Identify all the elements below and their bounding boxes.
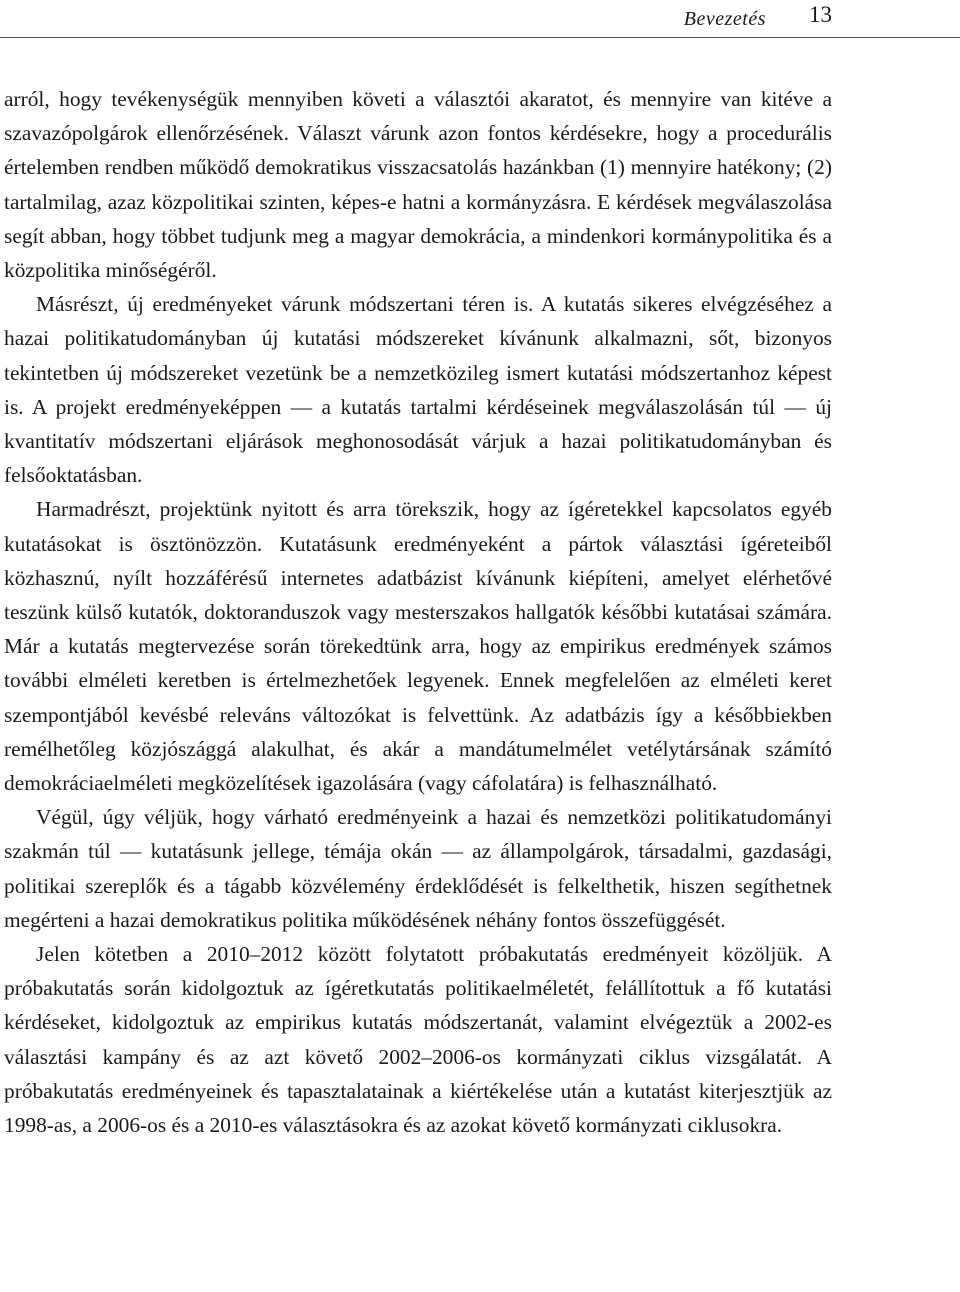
body-text: [4, 82, 832, 1142]
paragraph-5: Jelen kötetben a 2010–2012 között folytatott próbakutatás eredményeit közöljük. A próbakutatás során kidolgoztuk az ígéretkutatás politikaelméletét, felállítottuk a fő kutatási kérdéseket, kidolgoztuk az empirikus kutatás módszertanát, valamint elvégeztük a 2002-es választási kampány és az azt követő 2002–2006-os kormányzati ciklus vizsgálatát. A próbakutatás eredményeinek és tapasztalatainak a kiértékelése után a kutatást kiterjesztjük az 1998-as, a 2006-os és a 2010-es választásokra és az azokat követő kormányzati ciklusokra.: [4, 942, 832, 1138]
paragraph-3: Harmadrészt, projektünk nyitott és arra törekszik, hogy az ígéretekkel kapcsolatos egyéb kutatásokat is ösztönözzön. Kutatásunk eredményeként a pártok választási ígéreteiből közhasznú, nyílt hozzáférésű internetes adatbázist kívánunk kiépíteni, amelyet elérhetővé teszünk külső kutatók, doktoranduszok vagy mesterszakos hallgatók későbbi kutatásai számára. Már a kutatás megtervezése során törekedtünk arra, hogy az empirikus eredmények számos további elméleti keretben is értelmezhetőek legyenek. Ennek megfelelően az elméleti keret szempontjából kevésbé releváns változókat is felvettünk. Az adatbázis így a későbbiekben remélhetőleg közjószággá alakulhat, és akár a mandátumelmélet vetélytársának számító demokráciaelméleti megközelítések igazolására (vagy cáfolatára) is felhasználható.: [4, 497, 832, 796]
paragraph-2: Másrészt, új eredményeket várunk módszertani téren is. A kutatás sikeres elvégzéséhez a hazai politikatudományban új kutatási módszereket kívánunk alkalmazni, sőt, bizonyos tekintetben új módszereket vezetünk be a nemzetközileg ismert kutatási módszertanhoz képest is. A projekt eredményeképpen — a kutatás tartalmi kérdéseinek megválaszolásán túl — új kvantitatív módszertani eljárások meghonosodását várjuk a hazai politikatudományban és felsőoktatásban.: [4, 292, 832, 488]
paragraph-1: arról, hogy tevékenységük mennyiben követi a választói akaratot, és mennyire van kitéve a szavazópolgárok ellenőrzésének. Választ várunk azon fontos kérdésekre, hogy a procedurális értelemben rendben működő demokratikus visszacsatolás hazánkban (1) mennyire hatékony; (2) tartalmilag, azaz közpolitikai szinten, képes-e hatni a kormányzásra. E kérdések megválaszolása segít abban, hogy többet tudjunk meg a magyar demokrácia, a mindenkori kormánypolitika és a közpolitika minőségéről.: [4, 87, 832, 283]
paragraph-4: Végül, úgy véljük, hogy várható eredményeink a hazai és nemzetközi politikatudományi szakmán túl — kutatásunk jellege, témája okán — az állampolgárok, társadalmi, gazdasági, politikai szereplők és a tágabb közvélemény érdeklődését is felkelthetik, hiszen segíthetnek megérteni a hazai demokratikus politika működésének néhány fontos összefüggését.: [4, 805, 832, 932]
page-header: [0, 0, 960, 40]
page-number: 13: [809, 2, 832, 27]
header-rule: [0, 37, 960, 38]
running-title: Bevezetés: [683, 8, 766, 30]
